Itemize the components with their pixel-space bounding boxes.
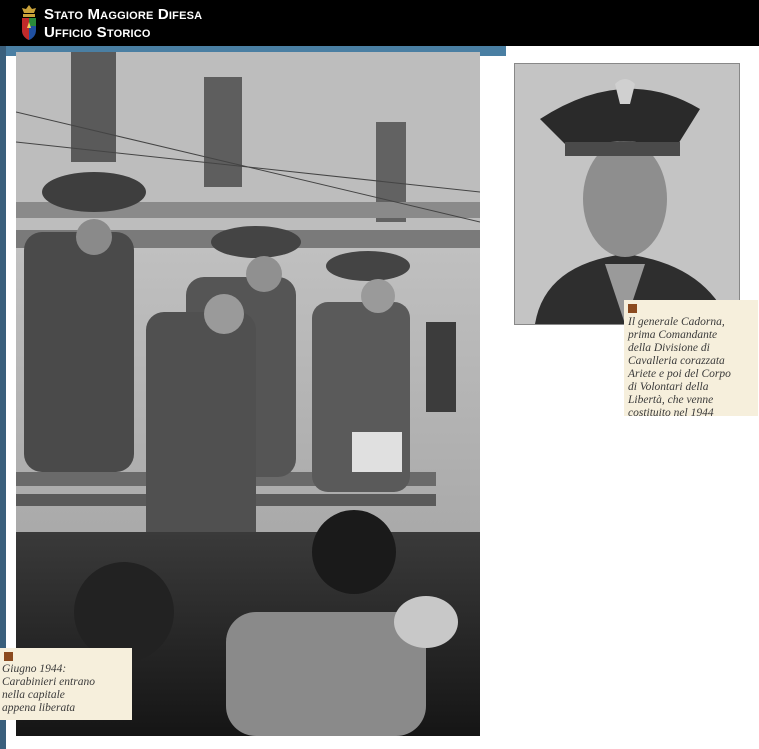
caption-marker-icon <box>4 652 13 661</box>
caption-marker-icon <box>628 304 637 313</box>
header-subtitle: Ufficio Storico <box>44 24 151 41</box>
cadorna-portrait <box>514 63 740 325</box>
caption-line: Libertà, che venne <box>628 394 714 406</box>
site-header <box>0 0 759 46</box>
carabinieri-photo <box>16 52 480 736</box>
caption-line: Carabinieri entrano <box>2 676 95 688</box>
caption-line: Giugno 1944: <box>2 663 67 675</box>
caption-line: appena liberata <box>2 702 76 714</box>
caption-carabinieri <box>0 648 132 720</box>
caption-line: Ariete e poi del Corpo <box>628 368 731 380</box>
caption-line: costituito nel 1944 <box>628 407 714 419</box>
caption-line: nella capitale <box>2 689 65 701</box>
caption-cadorna <box>624 300 758 419</box>
header-title: Stato Maggiore Difesa <box>44 6 203 23</box>
caption-line: della Divisione di <box>628 342 710 354</box>
caption-line: Cavalleria corazzata <box>628 355 725 367</box>
caption-line: prima Comandante <box>628 329 718 341</box>
caption-line: di Volontari della <box>628 381 709 393</box>
left-edge-strip <box>0 46 6 749</box>
coat-of-arms-icon <box>20 4 38 42</box>
caption-line: Il generale Cadorna, <box>628 316 725 328</box>
